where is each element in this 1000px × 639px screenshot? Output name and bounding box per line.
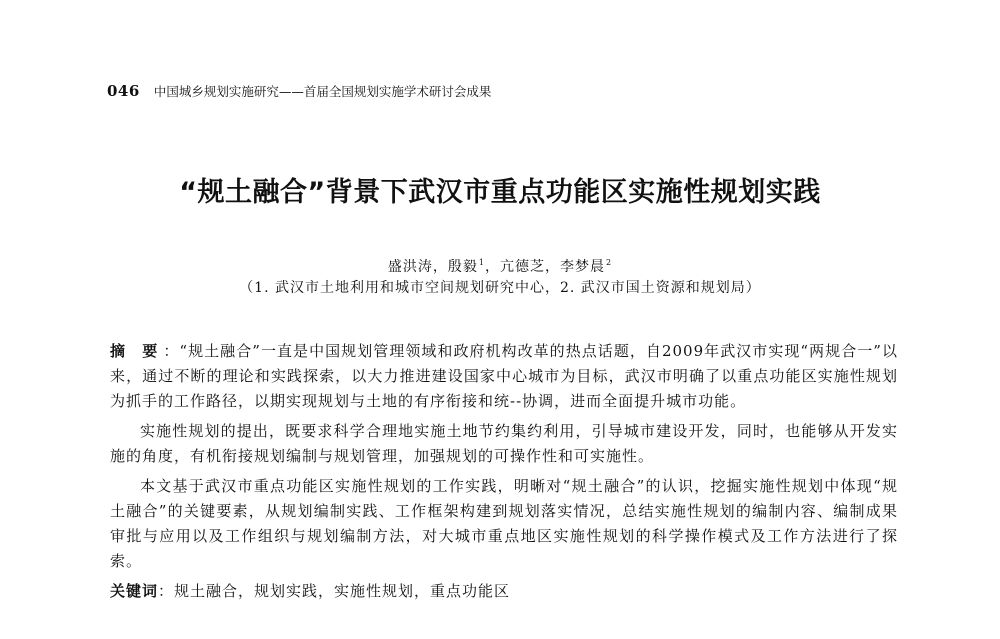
author-affiliation-marker-1: 1 — [478, 258, 485, 267]
author-names-group-1: 盛洪涛，殷毅 — [387, 259, 478, 275]
keywords-text: 规土融合，规划实践，实施性规划，重点功能区 — [174, 582, 511, 600]
abstract-paragraph-1 — [110, 339, 898, 414]
abstract-label-separator: ： — [163, 342, 180, 360]
keywords-separator: ： — [158, 582, 175, 600]
author-names-group-2: ，亢德芝，李梦晨 — [485, 259, 605, 275]
keywords-line — [110, 579, 898, 604]
page-header — [107, 82, 491, 100]
abstract-paragraph-3: 本文基于武汉市重点功能区实施性规划的工作实践，明晰对“规土融合”的认识，挖掘实施性规划中体现“规土融合”的关键要素，从规划编制实践、工作框架构建到规划落实情况，总结实施性规划的编制内容、编制成果审批与应用以及工作组织与规划编制方法，对大城市重点地区实施性规划的科学操作模式及工作方法进行了探索。 — [110, 477, 898, 570]
abstract-label: 摘 要 — [110, 342, 164, 360]
author-line — [0, 256, 1000, 276]
article-title: “规土融合”背景下武汉市重点功能区实施性规划实践 — [179, 177, 821, 208]
running-title: 中国城乡规划实施研究——首届全国规划实施学术研讨会成果 — [153, 84, 492, 99]
affiliation-line: （1. 武汉市土地利用和城市空间规划研究中心，2. 武汉市国土资源和规划局） — [239, 280, 761, 296]
abstract-paragraph-2: 实施性规划的提出，既要求科学合理地实施土地节约集约利用，引导城市建设开发，同时，也能够从开发实施的角度，有机衔接规划编制与规划管理，加强规划的可操作性和可实施性。 — [110, 422, 898, 465]
abstract-text: “规土融合”一直是中国规划管理领域和政府机构改革的热点话题，自2009年武汉市实现“两规合一”以来，通过不断的理论和实践探索，以大力推进建设国家中心城市为目标，武汉市明确了以重点功能区实施性规划为抓手的工作路径，以期实现规划与土地的有序衔接和统--协调，进而全面提升城市功能。 — [110, 342, 898, 410]
keywords-label: 关键词 — [110, 582, 159, 600]
page-number: 046 — [107, 82, 140, 100]
author-affiliation-marker-2: 2 — [606, 258, 613, 267]
abstract-section — [110, 339, 898, 609]
